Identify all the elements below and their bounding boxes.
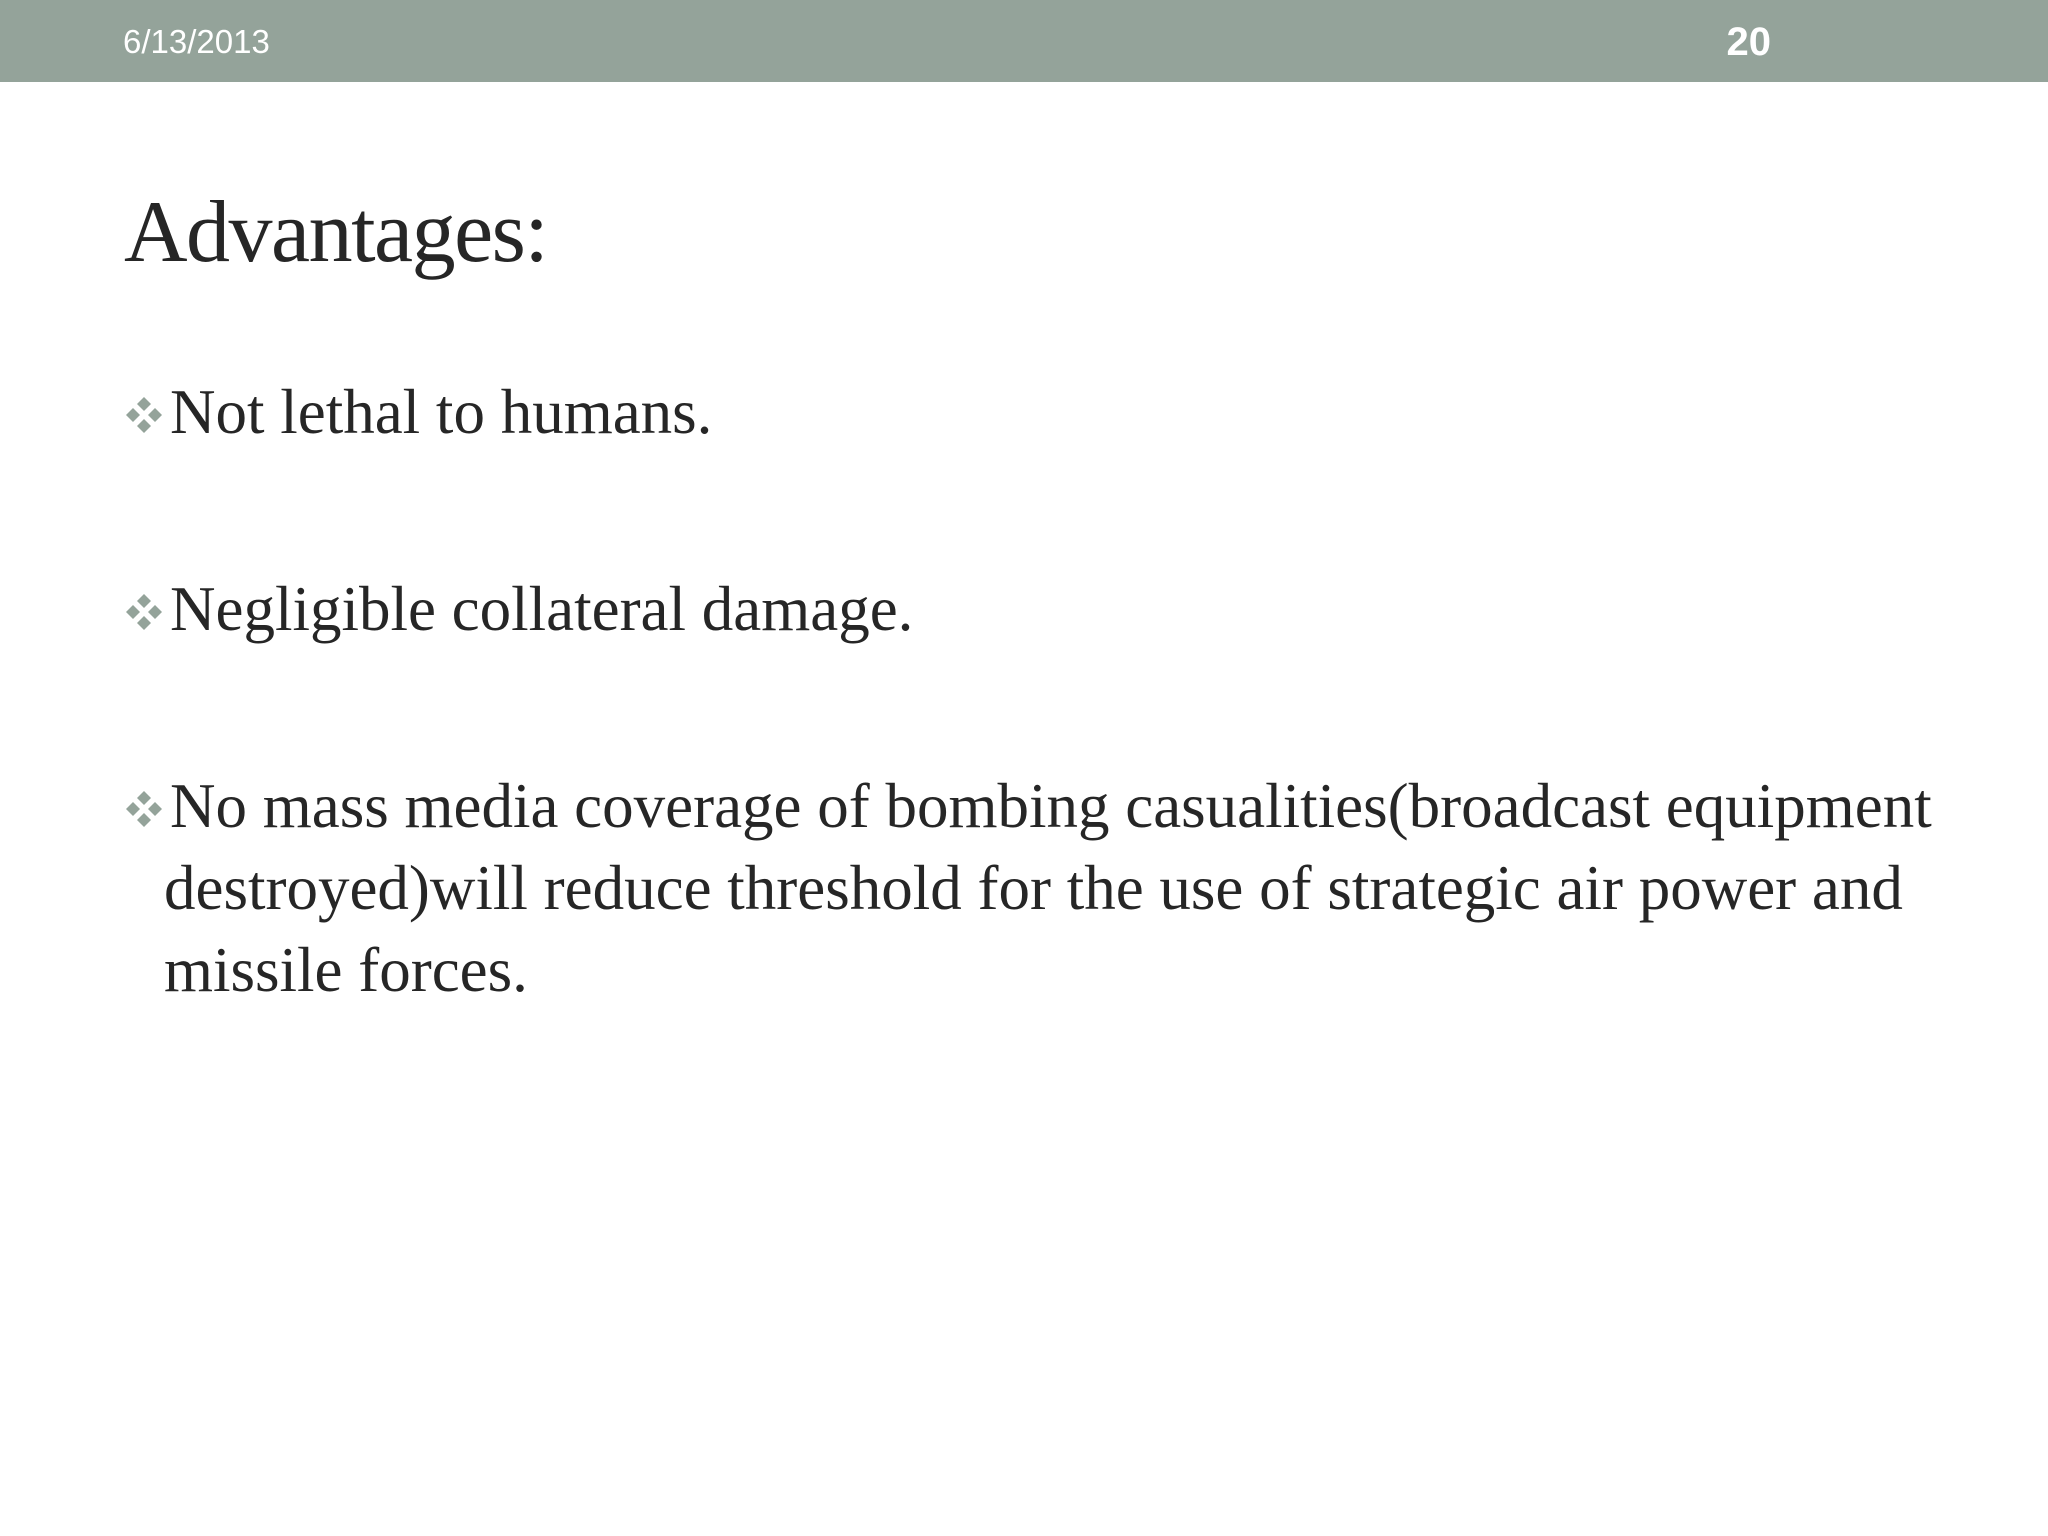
bullet-text: No mass media coverage of bombing casualities(broadcast equipment destroyed)will reduce threshold for the use of strategic air power and missile forces. bbox=[164, 771, 1932, 1005]
slide-number: 20 bbox=[1726, 20, 1771, 64]
header-bar bbox=[0, 0, 2048, 82]
bullet-item bbox=[124, 568, 2004, 650]
bullet-text: Negligible collateral damage. bbox=[170, 574, 914, 644]
bullet-text: Not lethal to humans. bbox=[170, 377, 713, 447]
diamond-cluster-icon bbox=[124, 568, 170, 650]
slide-title: Advantages: bbox=[124, 184, 548, 281]
diamond-cluster-icon bbox=[124, 765, 170, 847]
bullet-item bbox=[124, 765, 2004, 1011]
slide-date: 6/13/2013 bbox=[123, 23, 270, 60]
diamond-cluster-icon bbox=[124, 371, 170, 453]
bullet-item bbox=[124, 371, 2004, 453]
